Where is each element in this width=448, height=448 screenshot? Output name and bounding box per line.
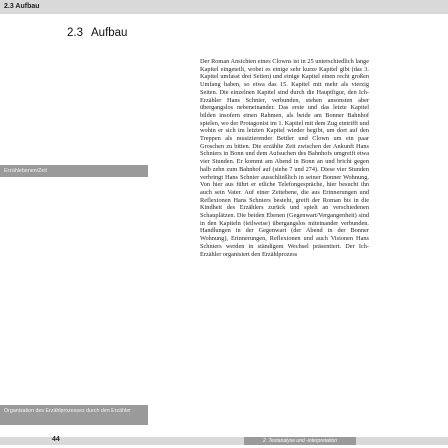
margin-note-text: Organisation des Erzählprozesses durch den Erzähler [4,408,131,414]
section-number: 2.3 [67,27,83,39]
section-title-text: Aufbau [91,27,128,39]
page-number: 44 [52,436,60,443]
margin-note-text: Erzählebenen/Zeit [4,168,47,174]
section-title [67,27,127,39]
margin-note-organisation [0,405,148,425]
running-head [0,0,448,14]
running-head-text: 2.3 Aufbau [4,3,40,10]
chapter-label: 2. Textanalyse und -interpretation [244,437,356,445]
body-text: Der Roman Ansichten eines Clowns ist in 25 unterschiedlich lange Kapitel eingeteilt, wobei es einige sehr kurze Kapitel gibt (das 3. Kapitel umfasst drei Seiten) und einige Kapitel einen recht großen Umfang haben, so etwa das 15. Kapitel mit mehr als vierzig Seiten. Die einzelnen Kapitel sind durch die Hauptfigur, den Ich-Erzähler Hans Schnier, verbunden, stehen ansonsten aber übergangslos nebeneinander. Das erste und das letzte Kapitel bilden insofern einen Rahmen, als beide am Bonner Bahnhof spielen, wo der Protagonist im 1. Kapitel mit dem Zug eintrifft und wohin er sich im letzten Kapitel wieder begibt, um dort auf den Treppen als musizierender Bettler und Clown um ein paar Groschen zu bitten. Die erzählte Zeit zwischen der Ankunft Hans Schniers in Bonn und dem Aufsuchen des Bahnhofs umgreift etwa vier Stunden. Er kommt am Abend in Bonn an und bricht gegen halb zehn zum Bahnhof auf (siehe 7 und 274). Diese vier Stunden verbringt Hans Schnier ausschließlich in seiner Bonner Wohnung. Von hier aus führt er etliche Telefongespräche, hier besucht ihn auch sein Vater. Auf einer Zeitebene, die aus Erinnerungen und Reflexionen Hans Schniers besteht, greift der Roman bis in die Kindheit des Erzählers zurück und spielt an verschiedenen Schauplätzen. Die beiden Ebenen (Gegenwart/Vergangenheit) sind in den Kapiteln (teilweise) übergangslos miteinander verbunden. Handlungen in der Gegenwart (der Abend in der Bonner Wohnung), Erinnerungen, Reflexionen und auch Visionen Hans Schniers werden in ständigem Wechsel präsentiert. Der Ich-Erzähler organisiert den Erzählprozess [200,58,369,258]
page-footer [0,433,448,448]
margin-note-erzaehlebenen [0,165,148,177]
footer-bar [0,437,448,445]
